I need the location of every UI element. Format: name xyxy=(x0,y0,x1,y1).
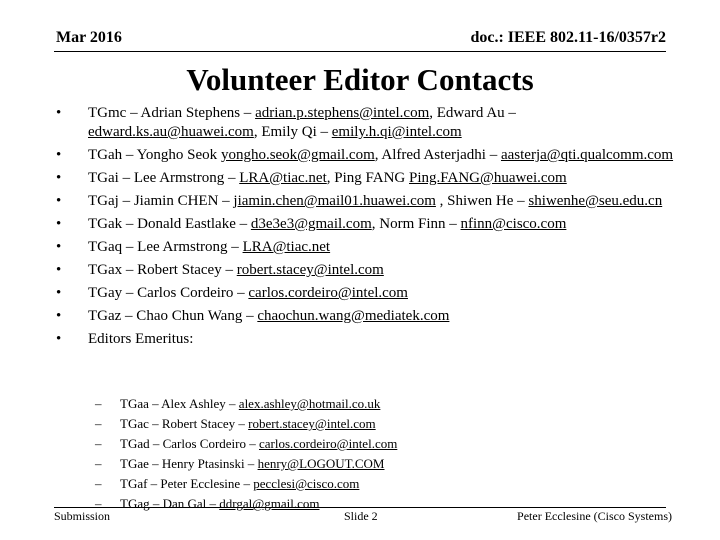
header-divider xyxy=(54,51,666,52)
email-link[interactable]: carlos.cordeiro@intel.com xyxy=(248,285,408,301)
entry-text: TGaj – Jiamin CHEN – xyxy=(88,193,234,209)
slide-number: Slide 2 xyxy=(344,509,378,523)
list-item xyxy=(56,284,676,303)
bullet-icon: • xyxy=(56,308,62,324)
slide-title: Volunteer Editor Contacts xyxy=(186,62,534,97)
email-link[interactable]: yongho.seok@gmail.com xyxy=(220,147,375,163)
dash-icon: – xyxy=(95,396,102,411)
email-link[interactable]: henry@LOGOUT.COM xyxy=(257,456,385,471)
bullet-icon: • xyxy=(56,193,62,209)
dash-icon: – xyxy=(95,456,102,471)
entry-text: , Edward Au – xyxy=(429,105,516,121)
list-item xyxy=(95,434,695,454)
header-date: Mar 2016 xyxy=(56,29,122,46)
email-link[interactable]: emily.h.qi@intel.com xyxy=(331,124,462,140)
header-doc-id: doc.: IEEE 802.11-16/0357r2 xyxy=(470,29,666,46)
list-item xyxy=(56,169,676,188)
entry-text: , Shiwen He – xyxy=(435,193,529,209)
entry-text: TGaz – Chao Chun Wang – xyxy=(88,308,258,324)
list-item xyxy=(95,454,695,474)
footer-author: Peter Ecclesine (Cisco Systems) xyxy=(517,509,672,523)
email-link[interactable]: d3e3e3@gmail.com xyxy=(250,216,372,232)
list-item xyxy=(95,394,695,414)
email-link[interactable]: chaochun.wang@mediatek.com xyxy=(257,308,450,324)
emeritus-heading: Editors Emeritus: xyxy=(88,331,194,347)
email-link[interactable]: carlos.cordeiro@intel.com xyxy=(259,436,398,451)
list-item xyxy=(56,307,676,326)
email-link[interactable]: pecclesi@cisco.com xyxy=(253,476,360,491)
email-link[interactable]: edward.ks.au@huawei.com xyxy=(88,124,254,140)
entry-text: TGad – Carlos Cordeiro – xyxy=(120,436,260,451)
bullet-icon: • xyxy=(56,285,62,301)
dash-icon: – xyxy=(95,436,102,451)
dash-icon: – xyxy=(95,416,102,431)
entry-text: , Norm Finn – xyxy=(371,216,461,232)
list-item xyxy=(56,104,676,142)
email-link[interactable]: LRA@tiac.net xyxy=(239,170,327,186)
entry-text: TGag – Dan Gal – xyxy=(120,496,220,511)
list-item xyxy=(56,215,676,234)
list-item xyxy=(95,414,695,434)
bullet-icon: • xyxy=(56,105,62,121)
entry-text: , Ping FANG xyxy=(326,170,410,186)
bullet-icon: • xyxy=(56,262,62,278)
email-link[interactable]: alex.ashley@hotmail.co.uk xyxy=(238,396,381,411)
entry-text: TGay – Carlos Cordeiro – xyxy=(88,285,249,301)
email-link[interactable]: LRA@tiac.net xyxy=(242,239,331,255)
email-link[interactable]: nfinn@cisco.com xyxy=(460,216,567,232)
bullet-icon: • xyxy=(56,170,62,186)
entry-text: TGai – Lee Armstrong – xyxy=(88,170,240,186)
entry-text: TGaf – Peter Ecclesine – xyxy=(120,476,254,491)
entry-text: TGax – Robert Stacey – xyxy=(88,262,237,278)
email-link[interactable]: adrian.p.stephens@intel.com xyxy=(255,105,430,121)
bullet-icon: • xyxy=(56,216,62,232)
list-item xyxy=(56,261,676,280)
footer-divider xyxy=(54,507,666,508)
email-link[interactable]: robert.stacey@intel.com xyxy=(236,262,384,278)
entry-text: TGah – Yongho Seok xyxy=(88,147,221,163)
email-link[interactable]: shiwenhe@seu.edu.cn xyxy=(528,193,663,209)
email-link[interactable]: Ping.FANG@huawei.com xyxy=(409,170,567,186)
entry-text: TGaq – Lee Armstrong – xyxy=(88,239,243,255)
list-item xyxy=(56,192,676,211)
bullet-icon: • xyxy=(56,239,62,255)
entry-text: , Alfred Asterjadhi – xyxy=(374,147,501,163)
list-item xyxy=(56,330,676,349)
email-link[interactable]: aasterja@qti.qualcomm.com xyxy=(500,147,674,163)
entry-text: TGac – Robert Stacey – xyxy=(120,416,249,431)
entry-text: , Emily Qi – xyxy=(253,124,332,140)
entry-text: TGmc – Adrian Stephens – xyxy=(88,105,256,121)
entry-text: TGaa – Alex Ashley – xyxy=(120,396,239,411)
email-link[interactable]: robert.stacey@intel.com xyxy=(248,416,376,431)
list-item xyxy=(95,474,695,494)
email-link[interactable]: ddrgal@gmail.com xyxy=(219,496,320,511)
bullet-icon: • xyxy=(56,147,62,163)
email-link[interactable]: jiamin.chen@mail01.huawei.com xyxy=(233,193,436,209)
list-item xyxy=(56,238,676,257)
footer-submission: Submission xyxy=(54,509,111,523)
dash-icon: – xyxy=(95,496,102,511)
dash-icon: – xyxy=(95,476,102,491)
editor-list xyxy=(56,104,676,353)
emeritus-list xyxy=(95,394,695,514)
list-item xyxy=(56,146,676,165)
entry-text: TGae – Henry Ptasinski – xyxy=(120,456,258,471)
bullet-icon: • xyxy=(56,331,62,347)
entry-text: TGak – Donald Eastlake – xyxy=(88,216,251,232)
